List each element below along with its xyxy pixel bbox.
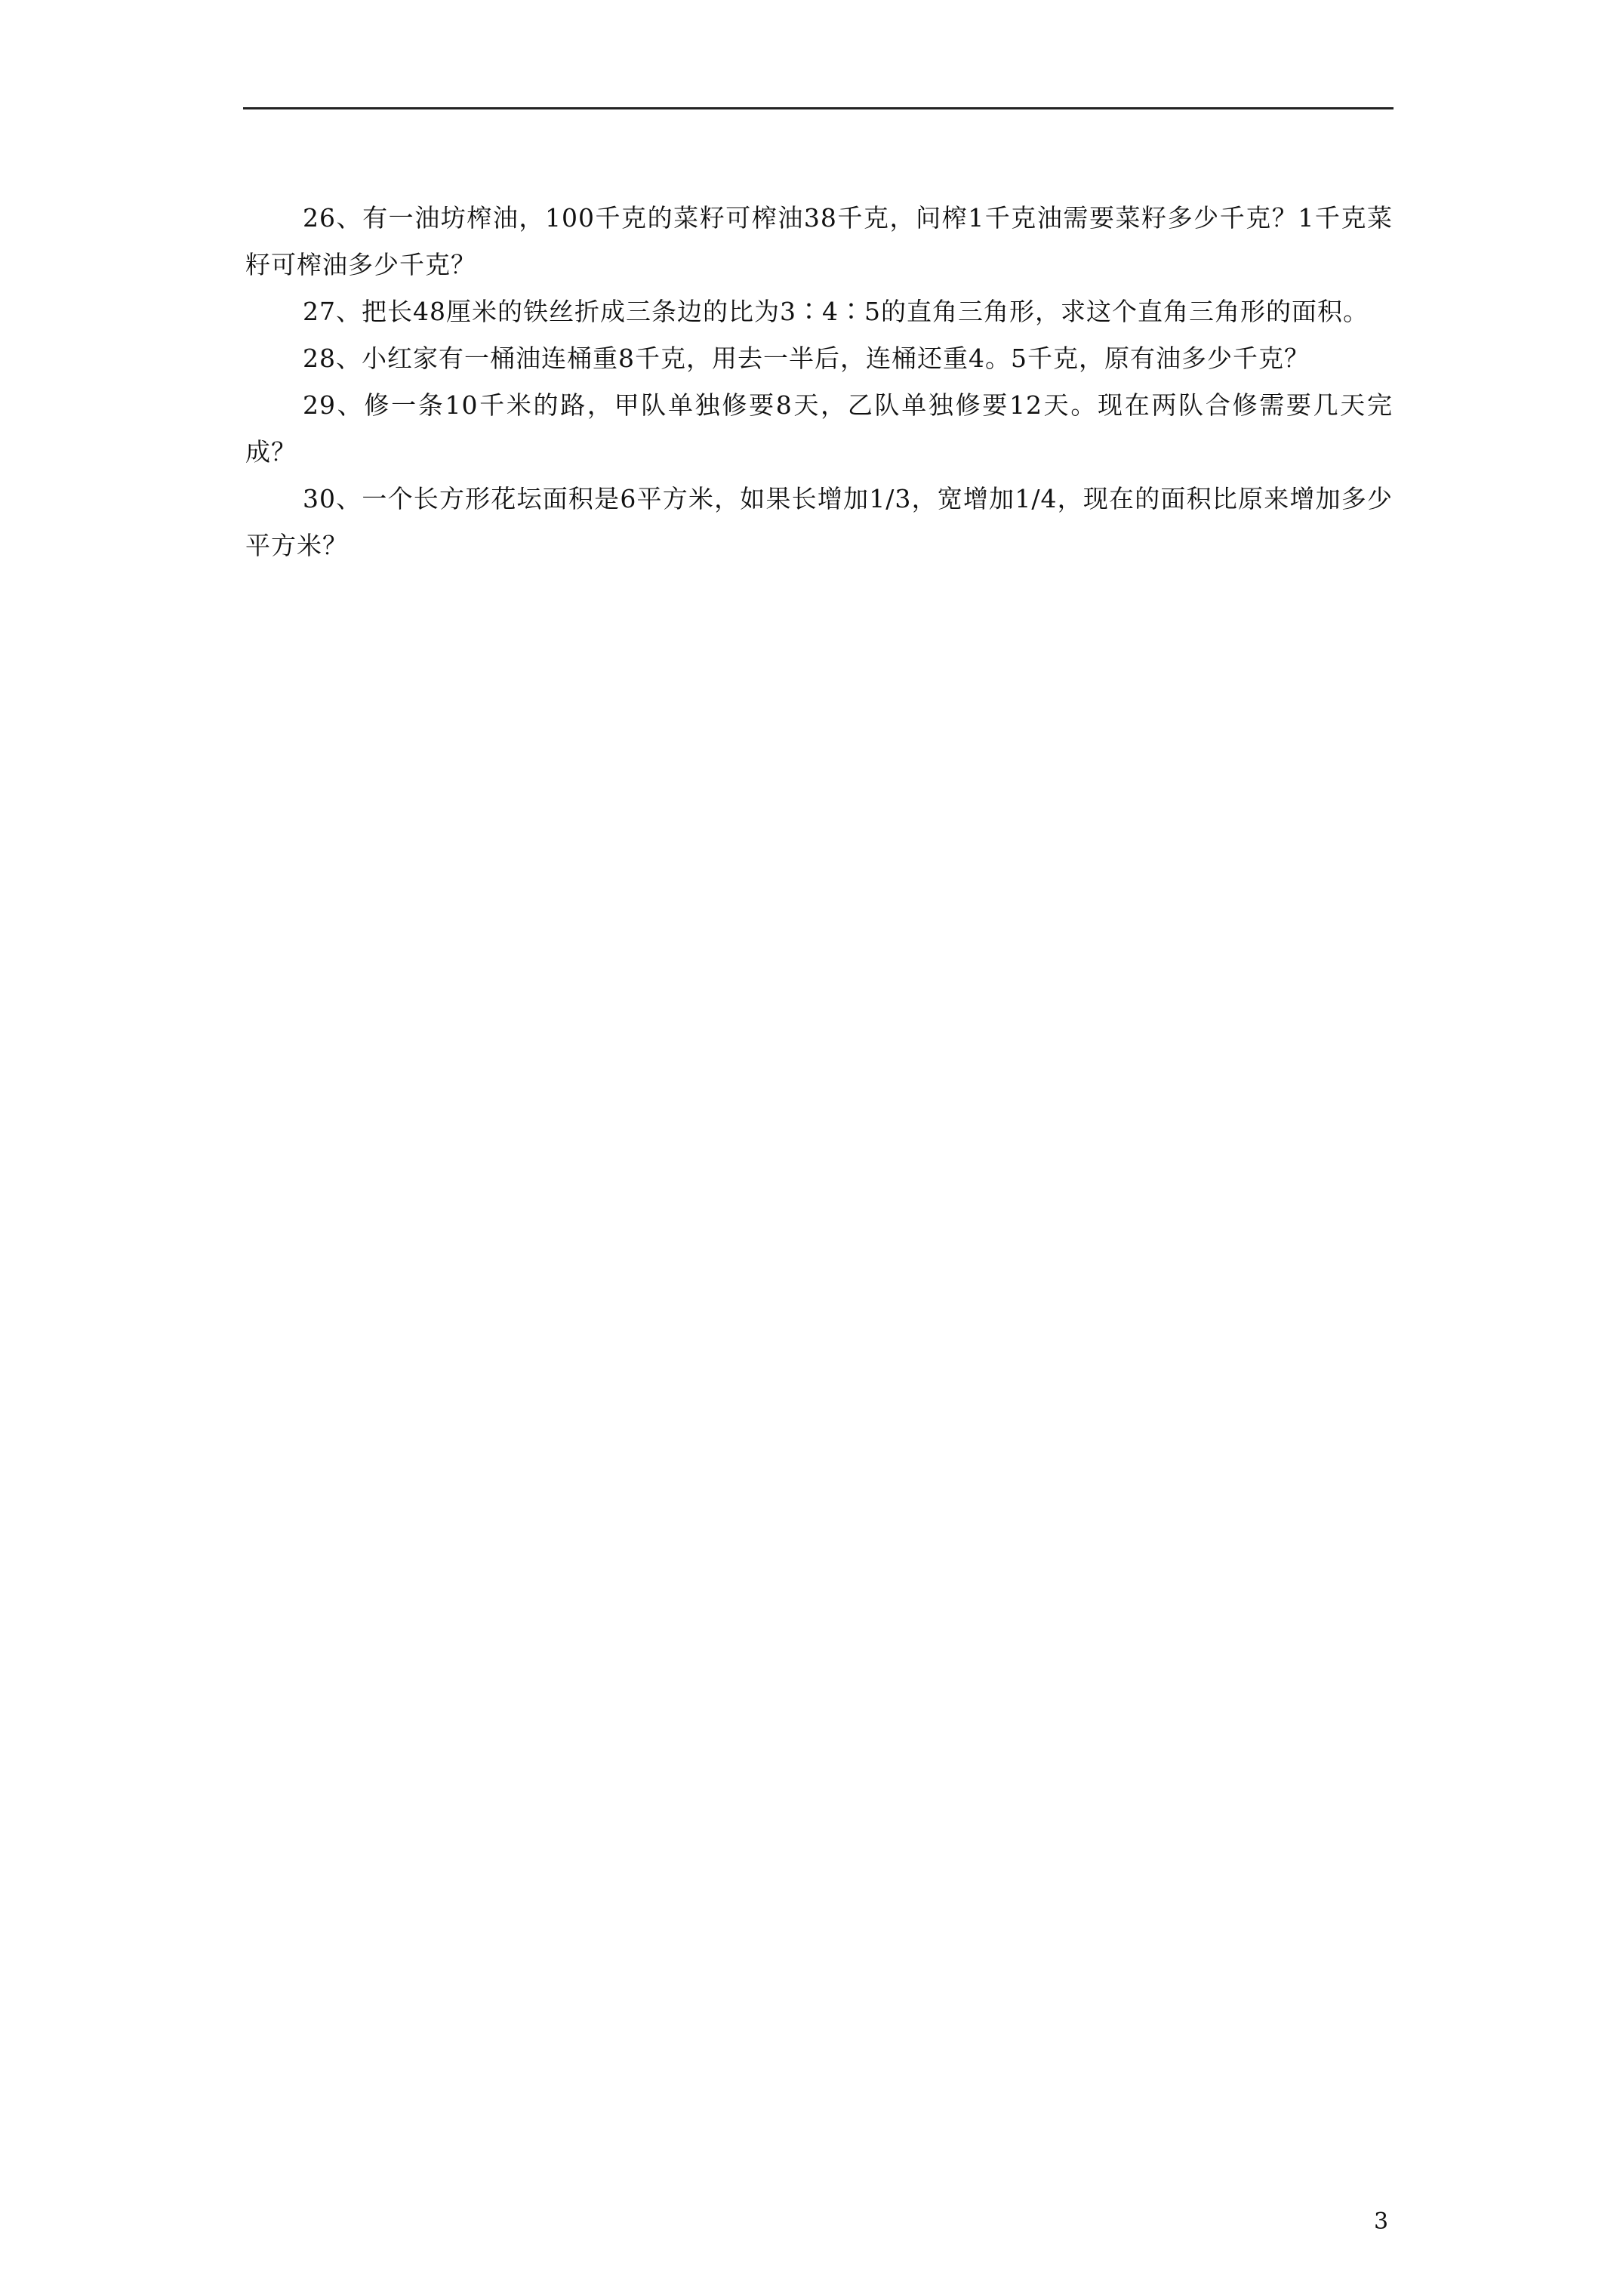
problem-list [245, 195, 1393, 569]
page-number: 3 [1374, 2208, 1389, 2235]
problem-30: 30、一个长方形花坛面积是6平方米，如果长增加1/3，宽增加1/4，现在的面积比原来增加多少平方米？ [245, 484, 1393, 560]
header-rule [243, 107, 1394, 109]
problem-27: 27、把长48厘米的铁丝折成三条边的比为3∶4∶5的直角三角形，求这个直角三角形的面积。 [303, 297, 1369, 326]
problem-26: 26、有一油坊榨油，100千克的菜籽可榨油38千克，问榨1千克油需要菜籽多少千克？1千克菜籽可榨油多少千克？ [245, 203, 1393, 279]
problem-29: 29、修一条10千米的路，甲队单独修要8天，乙队单独修要12天。现在两队合修需要几天完成？ [245, 390, 1393, 467]
problem-28: 28、小红家有一桶油连桶重8千克，用去一半后，连桶还重4。5千克，原有油多少千克？ [303, 344, 1310, 373]
